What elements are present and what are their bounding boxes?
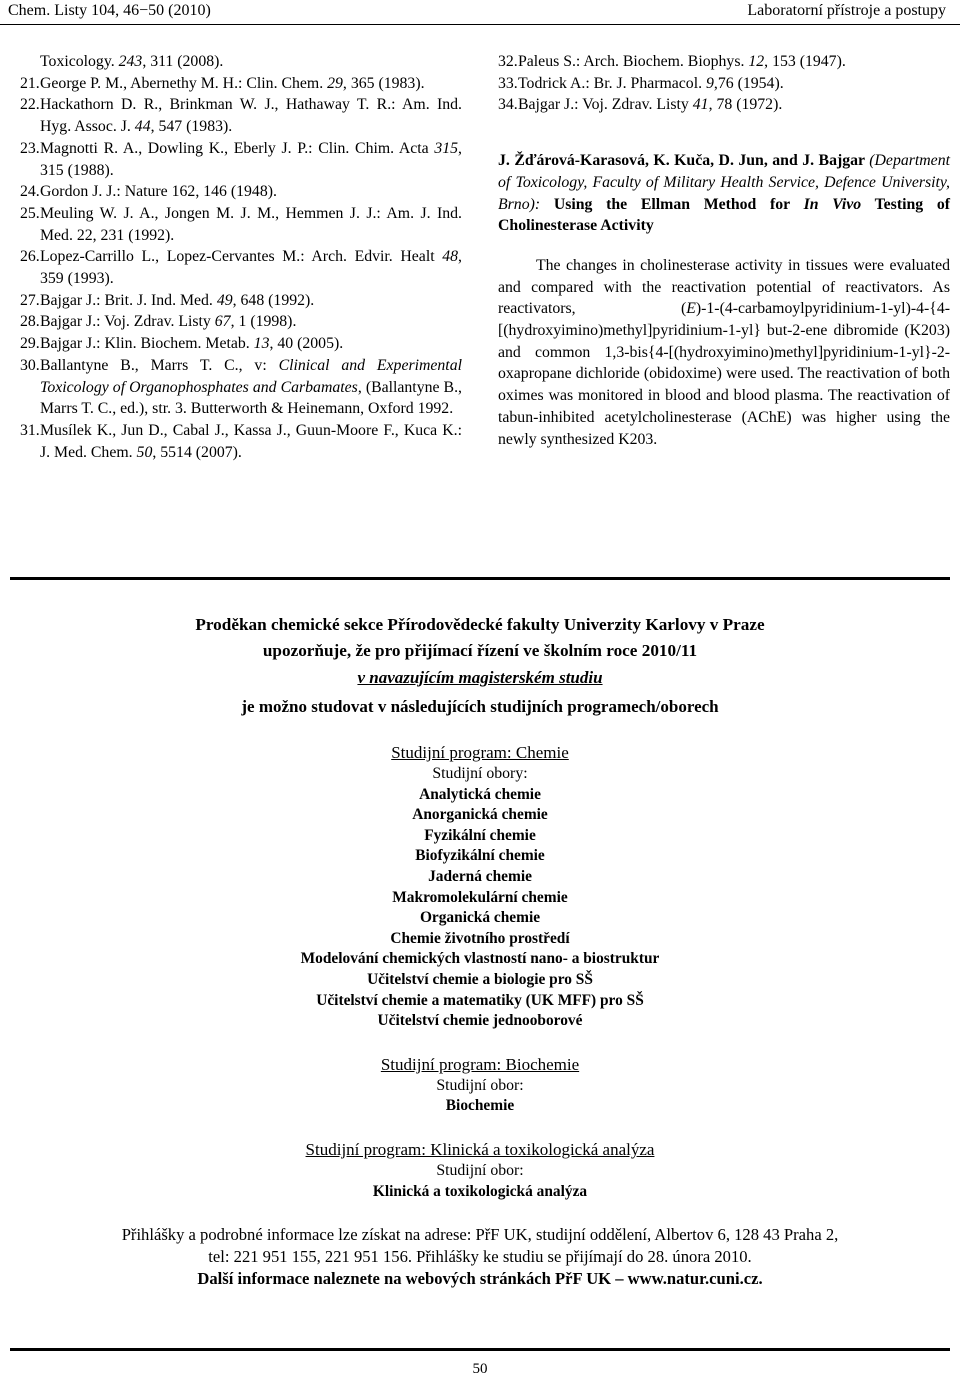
- study-field: Biochemie: [445, 1097, 515, 1115]
- notice-line-3: v navazujícím magisterském studiu: [357, 668, 603, 687]
- journal-citation: Chem. Listy 104, 46−50 (2010): [8, 2, 211, 19]
- reference-item: 23.Magnotti R. A., Dowling K., Eberly J. P.: Clin. Chim. Acta 315, 315 (1988).: [20, 139, 462, 179]
- page-number: 50: [472, 1361, 488, 1377]
- study-field: Učitelství chemie a biologie pro SŠ: [367, 970, 593, 988]
- study-field: Jaderná chemie: [428, 867, 532, 885]
- reference-item: 29.Bajgar J.: Klin. Biochem. Metab. 13, 40 (2005).: [20, 335, 344, 353]
- separator-rule: [10, 577, 950, 580]
- program-label: Studijní obor:: [436, 1076, 524, 1094]
- abstract-body: The changes in cholinesterase activity in tissues were evaluated and compared with the reactivation potential of reactivators. As reactivators, (E)-1-(4-carbamoylpyridinium-1-yl)-4-{4-[(hydroxyimino)methyl]pyridinium-1-yl} but-2-ene dibromide (K203) and common 1,3-bis{4-[(hydroxyimino)methyl]pyridinium-1-yl}-2-oxapropane dichloride (obidoxime) were used. The reactivation of both oximes was monitored in blood and blood plasma. The reactivation of tabun-inhibited acetylcholinesterase (AChE) was higher using the newly synthesized K203.: [498, 256, 950, 448]
- reference-item: 31.Musílek K., Jun D., Cabal J., Kassa J., Guun-Moore F., Kuca K.: J. Med. Chem. 50, 5514 (2007).: [20, 421, 462, 461]
- reference-item: 28.Bajgar J.: Voj. Zdrav. Listy 67, 1 (1998).: [20, 313, 297, 331]
- reference-item: 33.Todrick A.: Br. J. Pharmacol. 9,76 (1954).: [498, 74, 784, 92]
- abstract-authors: J. Žďárová-Karasová, K. Kuča, D. Jun, and J. Bajgar: [498, 152, 865, 170]
- notice-line-2: upozorňuje, že pro přijímací řízení ve školním roce 2010/11: [262, 641, 698, 660]
- study-field: Chemie životního prostředí: [390, 929, 570, 947]
- abstract-title-end: Testing of Cholinesterase Activity: [498, 195, 950, 235]
- study-field: Učitelství chemie a matematiky (UK MFF) pro SŠ: [316, 991, 644, 1009]
- study-field: Učitelství chemie jednooborové: [377, 1012, 583, 1030]
- bottom-rule: [10, 1348, 950, 1351]
- admission-notice: [20, 612, 940, 1290]
- study-field: Fyzikální chemie: [424, 826, 536, 844]
- study-field: Makromolekulární chemie: [392, 888, 568, 906]
- study-field: Biofyzikální chemie: [415, 847, 545, 865]
- reference-item: 30.Ballantyne B., Marrs T. C., v: Clinical and Experimental Toxicology of Organophosphates and Carbamates, (Ballantyne B., Marrs T. C., ed.), str. 3. Butterworth & Heinemann, Oxford 1992.: [20, 356, 462, 418]
- program-label: Studijní obory:: [432, 765, 528, 782]
- notice-line-4: je možno studovat v následujících studijních programech/oborech: [241, 697, 719, 716]
- reference-item: 34.Bajgar J.: Voj. Zdrav. Listy 41, 78 (1972).: [498, 96, 783, 114]
- program-label: Studijní obor:: [436, 1161, 524, 1179]
- study-field: Modelování chemických vlastností nano- a biostruktur: [300, 950, 660, 968]
- study-field: Analytická chemie: [419, 785, 541, 803]
- reference-item: Toxicology. 243, 311 (2008).: [40, 53, 224, 70]
- study-field: Anorganická chemie: [412, 806, 548, 824]
- running-header: [0, 0, 960, 26]
- study-field: Klinická a toxikologická analýza: [372, 1182, 588, 1200]
- abstract-affiliation: (Department of Toxicology, Faculty of Military Health Service, Defence University, Brno):: [498, 152, 950, 213]
- program-title-biochemie: Studijní program: Biochemie: [380, 1054, 580, 1074]
- notice-line-1: Proděkan chemické sekce Přírodovědecké fakulty Univerzity Karlovy v Praze: [195, 615, 765, 634]
- contact-address: Přihlášky a podrobné informace lze získat na adrese: PřF UK, studijní oddělení, Albertov 6, 128 43 Praha 2,: [121, 1225, 839, 1245]
- header-rule: [0, 24, 960, 25]
- right-column: [498, 51, 950, 450]
- reference-item: 25.Meuling W. J. A., Jongen M. J. M., Hemmen J. J.: Am. J. Ind. Med. 22, 231 (1992).: [20, 204, 462, 244]
- left-column: [20, 51, 462, 463]
- contact-info: [20, 1224, 940, 1268]
- reference-item: 22.Hackathorn D. R., Brinkman W. J., Hathaway T. R.: Am. Ind. Hyg. Assoc. J. 44, 547 (1983).: [20, 96, 462, 136]
- abstract-heading: [498, 150, 950, 237]
- reference-item: 26.Lopez-Carrillo L., Lopez-Cervantes M.: Arch. Edvir. Healt 48, 359 (1993).: [20, 248, 462, 288]
- section-title: Laboratorní přístroje a postupy: [747, 2, 946, 19]
- reference-item: 32.Paleus S.: Arch. Biochem. Biophys. 12, 153 (1947).: [498, 53, 846, 70]
- reference-item: 21.George P. M., Abernethy M. H.: Clin. Chem. 29, 365 (1983).: [20, 74, 425, 92]
- study-field: Organická chemie: [419, 909, 541, 927]
- program-title-chemie: Studijní program: Chemie: [391, 743, 569, 762]
- website-info: Další informace naleznete na webových stránkách PřF UK – www.natur.cuni.cz.: [197, 1269, 763, 1289]
- reference-item: 24.Gordon J. J.: Nature 162, 146 (1948).: [20, 183, 277, 201]
- reference-item: 27.Bajgar J.: Brit. J. Ind. Med. 49, 648 (1992).: [20, 291, 315, 309]
- program-title-klinicka: Studijní program: Klinická a toxikologická analýza: [305, 1139, 655, 1159]
- abstract-title-italic: In Vivo: [803, 195, 862, 213]
- contact-phone: tel: 221 951 155, 221 951 156. Přihlášky ke studiu se přijímají do 28. února 2010.: [208, 1247, 752, 1267]
- abstract-title-start: Using the Ellman Method for: [553, 195, 790, 213]
